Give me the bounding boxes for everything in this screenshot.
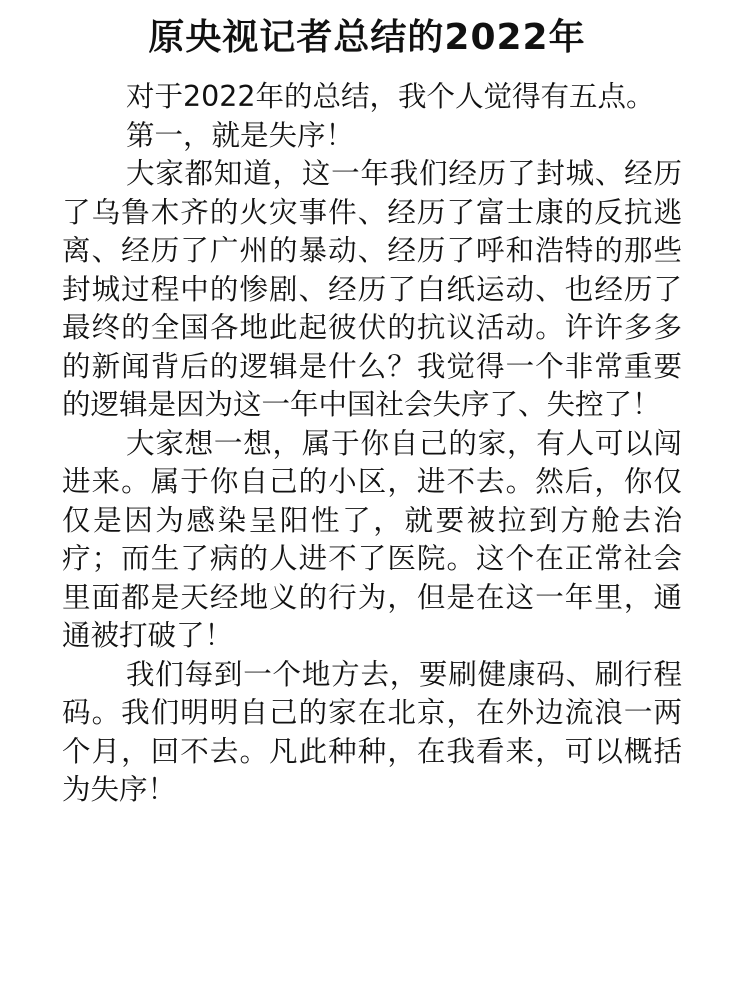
paragraph-intro: 对于2022年的总结，我个人觉得有五点。 <box>126 80 655 113</box>
document-title: 原央视记者总结的2022年 <box>148 17 586 58</box>
document-body <box>62 78 682 810</box>
paragraph-point-one: 第一，就是失序！ <box>126 118 355 152</box>
paragraph-health-code: 我们每到一个地方去，要刷健康码、刷行程码。我们明明自己的家在北京，在外边流浪一两个月，回不去。凡此种种，在我看来，可以概括为失序！ <box>62 657 682 806</box>
paragraph-events: 大家都知道，这一年我们经历了封城、经历了乌鲁木齐的火灾事件、经历了富士康的反抗逃离、经历了广州的暴动、经历了呼和浩特的那些封城过程中的惨剧、经历了白纸运动、也经历了最终的全国各地此起彼伏的抗议活动。许许多多的新闻背后的逻辑是什么？我觉得一个非常重要的逻辑是因为这一年中国社会失序了、失控了！ <box>62 157 682 421</box>
paragraph-home: 大家想一想，属于你自己的家，有人可以闯进来。属于你自己的小区，进不去。然后，你仅仅是因为感染呈阳性了，就要被拉到方舱去治疗；而生了病的人进不了医院。这个在正常社会里面都是天经地义的行为，但是在这一年里，通通被打破了！ <box>62 426 682 652</box>
